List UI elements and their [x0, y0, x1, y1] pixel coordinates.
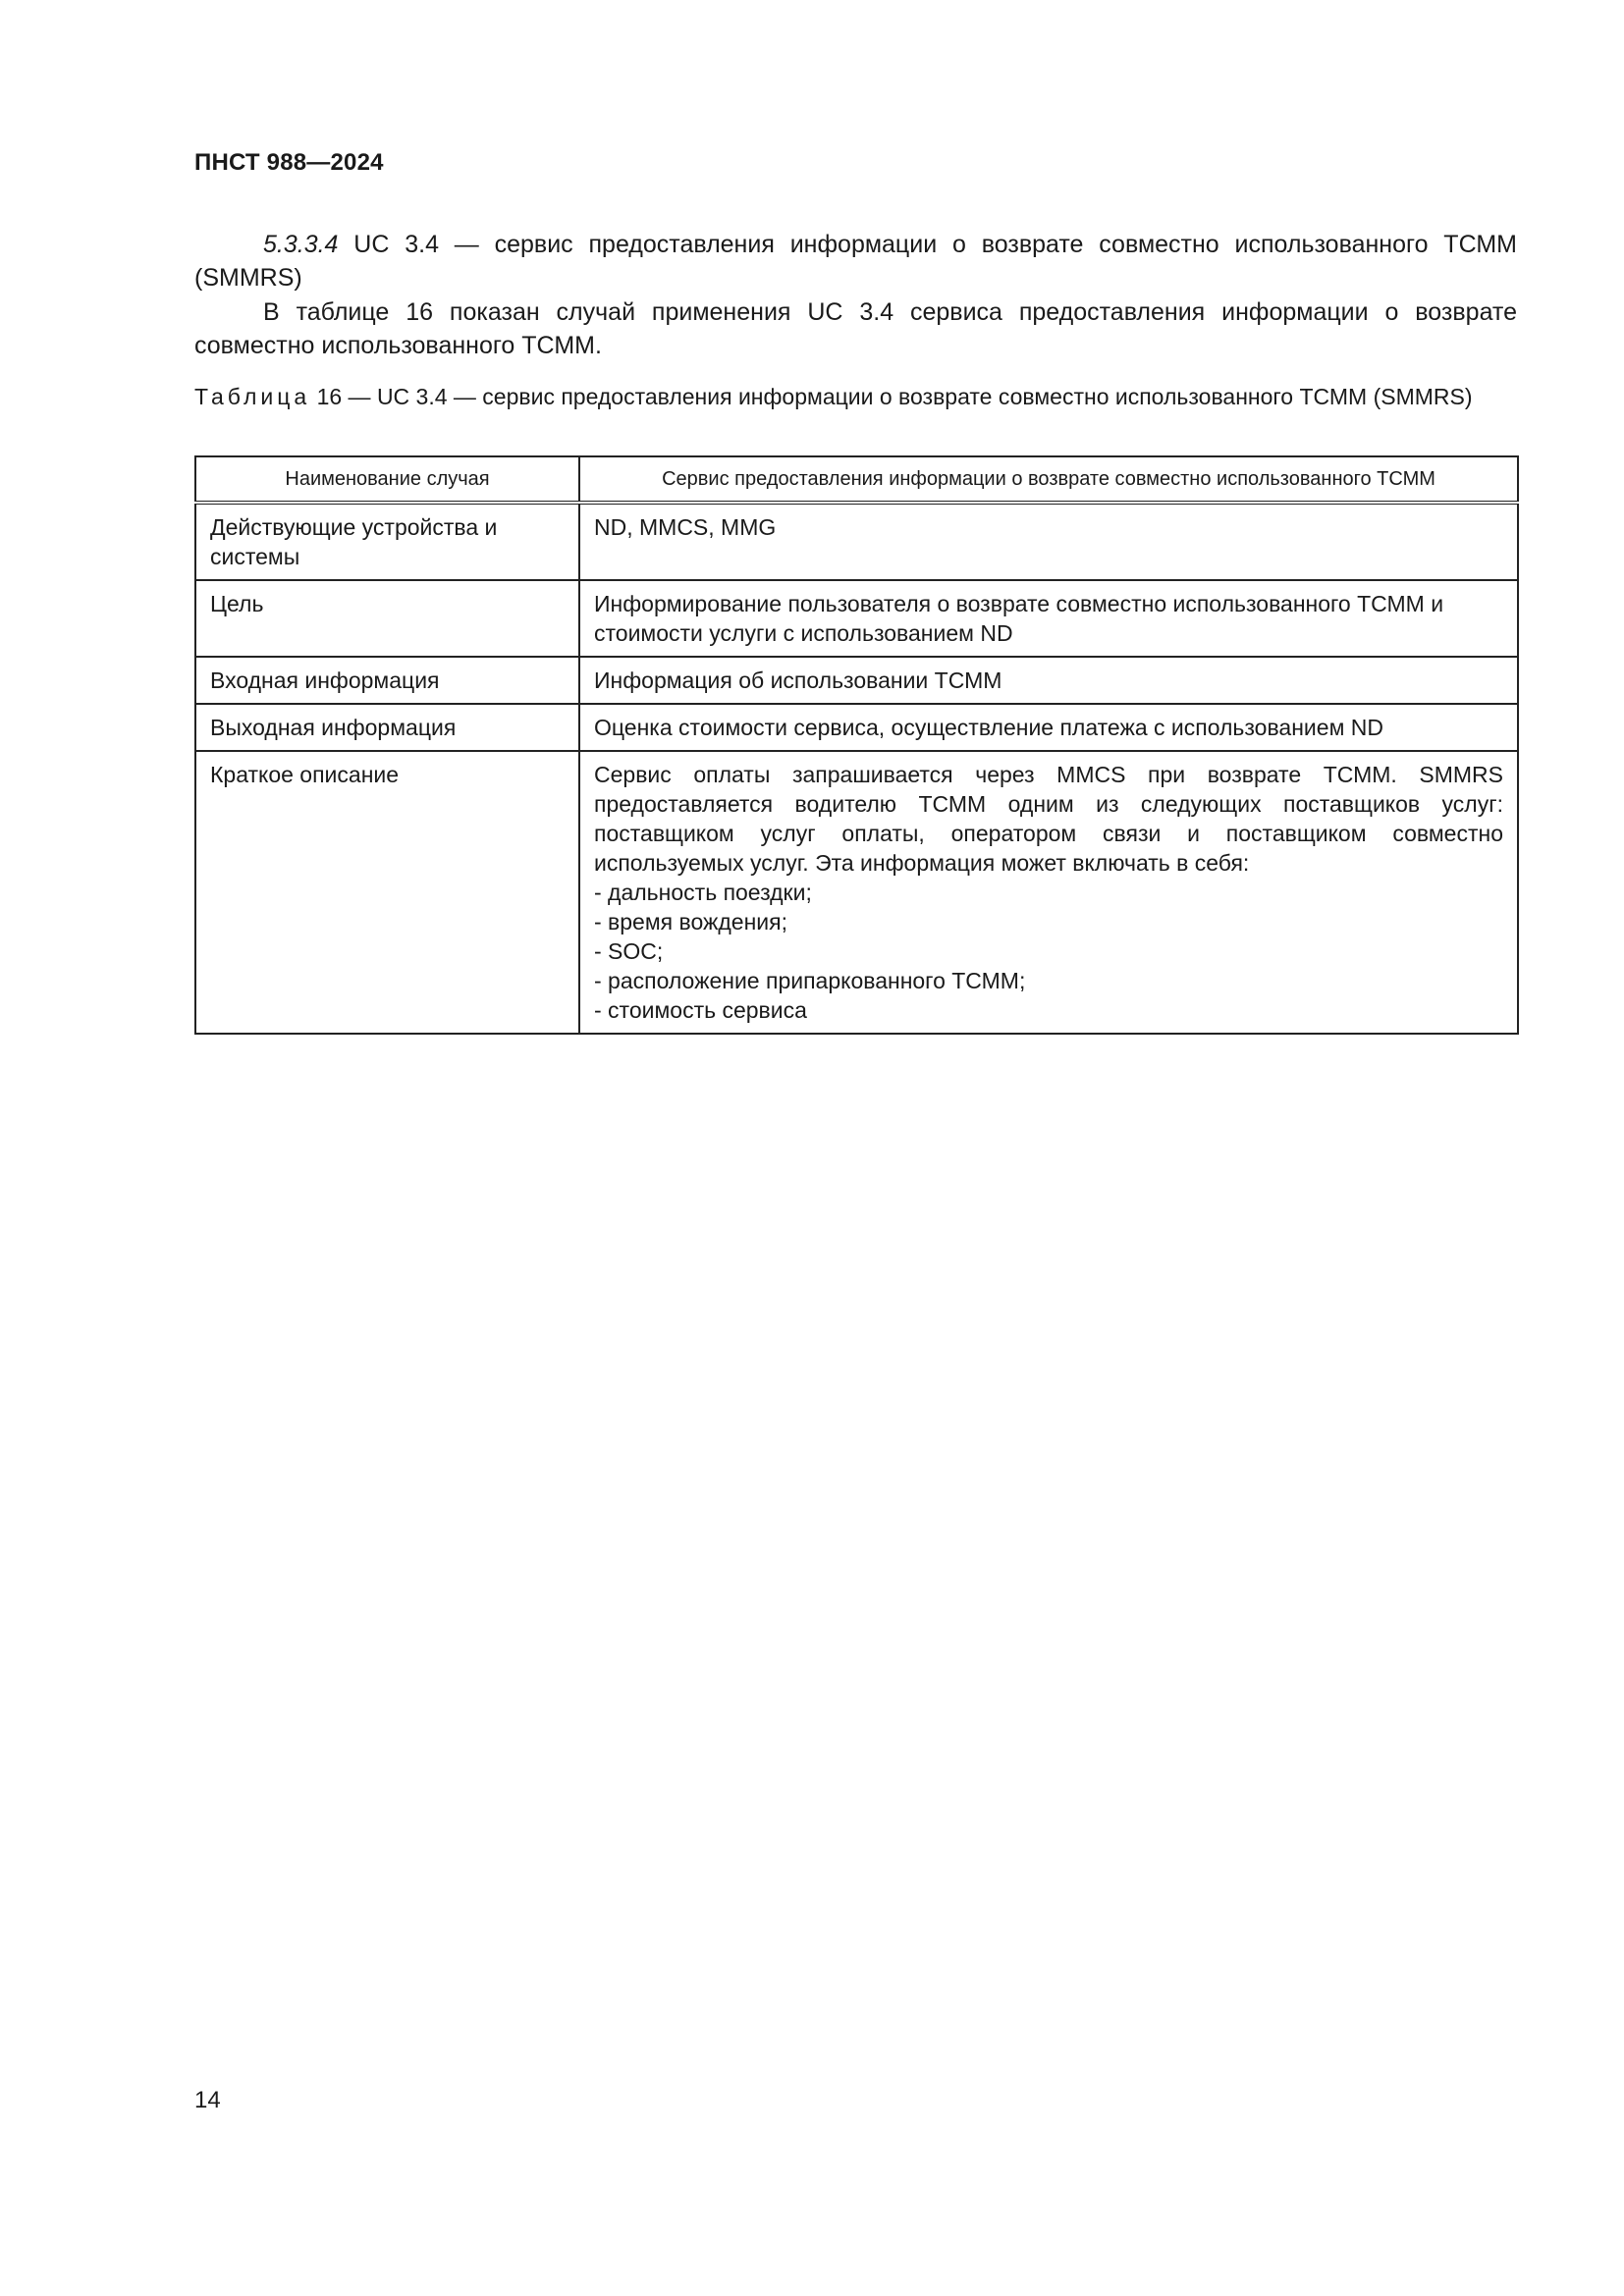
table-row	[195, 580, 1518, 657]
list-item: - SOC;	[594, 938, 664, 964]
use-case-table	[194, 455, 1519, 1035]
description-text: Сервис оплаты запрашивается через MMCS при возврате ТСММ. SMMRS предоставляется водителю ТСММ одним из следующих поставщиков услуг: поставщиком услуг оплаты, оператором связи и поставщиком совместно используемых услуг. Эта информация может включать в себя:	[594, 762, 1503, 876]
row-label: Выходная информация	[195, 704, 579, 751]
row-label: Краткое описание	[195, 751, 579, 1034]
list-item: - дальность поездки;	[594, 880, 812, 905]
intro-text: В таблице 16 показан случай применения UC 3.4 сервиса предоставления информации о возврате совместно использованного ТСММ.	[194, 298, 1517, 359]
intro-paragraph	[194, 295, 1517, 362]
row-label: Действующие устройства и системы	[195, 503, 579, 580]
table-row	[195, 704, 1518, 751]
clause-heading	[194, 228, 1517, 294]
clause-title: UC 3.4 — сервис предоставления информации о возврате совместно использованного ТСММ (SMMRS)	[194, 231, 1517, 292]
row-value	[579, 751, 1518, 1034]
row-label: Цель	[195, 580, 579, 657]
page-number: 14	[194, 2087, 221, 2113]
row-value: Информация об использовании ТСММ	[579, 657, 1518, 704]
row-value: Информирование пользователя о возврате совместно использованного ТСММ и стоимости услуги с использованием ND	[579, 580, 1518, 657]
clause-number: 5.3.3.4	[263, 231, 339, 258]
table-header-cell: Наименование случая	[195, 456, 579, 503]
list-item: - время вождения;	[594, 909, 787, 934]
row-value: Оценка стоимости сервиса, осуществление платежа с использованием ND	[579, 704, 1518, 751]
table-row	[195, 657, 1518, 704]
table-caption-label: Таблица	[194, 384, 311, 409]
list-item: - стоимость сервиса	[594, 997, 807, 1023]
row-value: ND, MMCS, MMG	[579, 503, 1518, 580]
table-header-cell: Сервис предоставления информации о возврате совместно использованного ТСММ	[579, 456, 1518, 503]
table-header-row	[195, 456, 1518, 503]
table-row	[195, 751, 1518, 1034]
list-item: - расположение припаркованного ТСММ;	[594, 968, 1026, 993]
table-caption	[194, 382, 1517, 411]
document-header: ПНСТ 988—2024	[194, 149, 384, 176]
row-label: Входная информация	[195, 657, 579, 704]
table-row	[195, 503, 1518, 580]
table-caption-text: 16 — UC 3.4 — сервис предоставления информации о возврате совместно использованного ТСММ (SMMRS)	[310, 384, 1473, 409]
